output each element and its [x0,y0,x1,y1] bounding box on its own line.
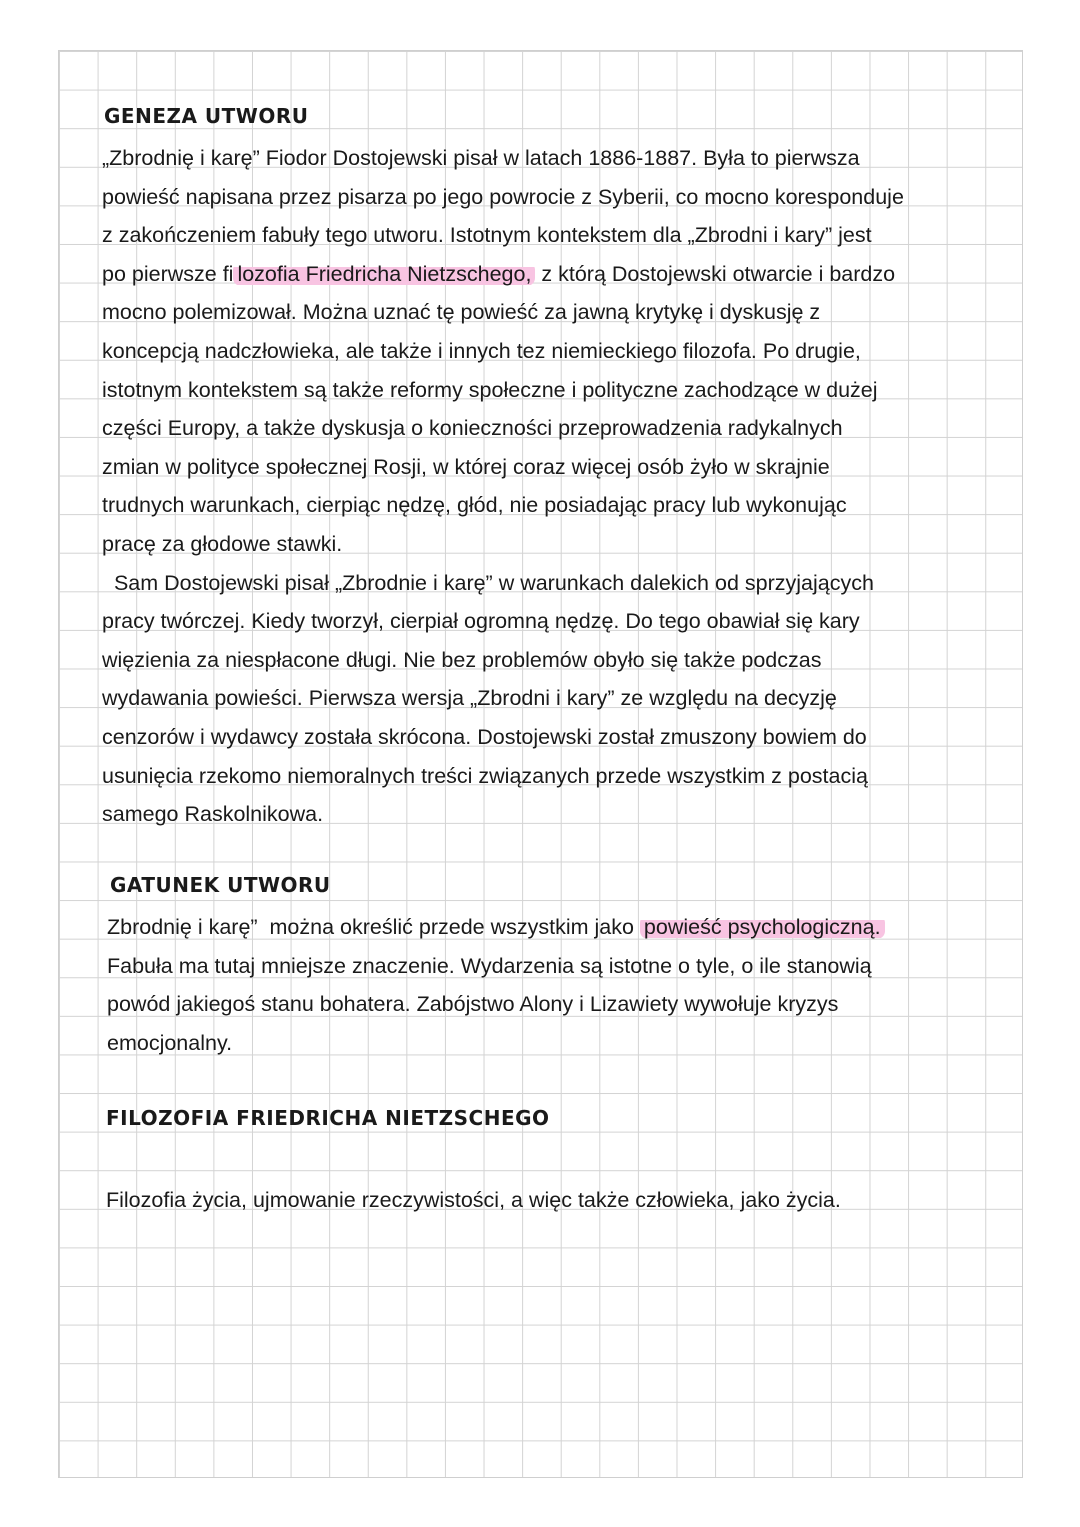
highlight-powiesc-psychologiczna: powieść psychologiczną. [640,915,885,939]
gatunek-line-1-before: Zbrodnię i karę” można określić przede wszystkim jako [107,915,634,939]
gatunek-line-2: Fabuła ma tutaj mniejsze znaczenie. Wydarzenia są istotne o tyle, o ile stanowią [107,953,872,978]
geneza-paragraph [102,139,904,834]
geneza-line-5: mocno polemizował. Można uznać tę powieść za jawną krytykę i dyskusję z [102,300,821,325]
highlight-nietzsche: lozofia Friedricha Nietzschego, [233,262,535,286]
geneza-line-11: pracę za głodowe stawki. [102,531,343,556]
geneza-line-2: powieść napisana przez pisarza po jego powrocie z Syberii, co mocno koresponduje [102,184,904,209]
filozofia-line-1: Filozofia życia, ujmowanie rzeczywistości, a więc także człowieka, jako życia. [106,1188,841,1212]
geneza-line-18: samego Raskolnikowa. [102,802,324,827]
geneza-line-8: części Europy, a także dyskusja o konieczności przeprowadzenia radykalnych [102,416,843,441]
geneza-line-15: wydawania powieści. Pierwsza wersja „Zbrodni i kary” ze względu na decyzję [102,686,837,711]
geneza-line-17: usunięcia rzekomo niemoralnych treści związanych przede wszystkim z postacią [102,763,868,788]
geneza-line-4-before: po pierwsze fi [102,261,234,286]
filozofia-paragraph [106,1181,841,1220]
geneza-line-13: pracy twórczej. Kiedy tworzył, cierpiał ogromną nędzę. Do tego obawiał się kary [102,609,860,634]
geneza-line-10: trudnych warunkach, cierpiąc nędzę, głód, nie posiadając pracy lub wykonując [102,493,847,518]
gatunek-paragraph [107,908,885,1062]
gatunek-line-3: powód jakiegoś stanu bohatera. Zabójstwo Alony i Lizawiety wywołuje kryzys [107,992,839,1017]
heading-filozofia-nietzschego: FILOZOFIA FRIEDRICHA NIETZSCHEGO [106,1105,550,1131]
geneza-line-1: „Zbrodnię i karę” Fiodor Dostojewski pisał w latach 1886-1887. Była to pierwsza [102,146,860,170]
gatunek-line-1 [107,908,885,947]
geneza-line-6: koncepcją nadczłowieka, ale także i innych tez niemieckiego filozofa. Po drugie, [102,338,861,363]
heading-geneza-utworu: GENEZA UTWORU [104,103,309,129]
heading-gatunek-utworu: GATUNEK UTWORU [110,872,331,898]
geneza-line-9: zmian w polityce społecznej Rosji, w której coraz więcej osób żyło w skrajnie [102,454,830,479]
geneza-line-12: Sam Dostojewski pisał „Zbrodnie i karę” w warunkach dalekich od sprzyjających [102,570,874,595]
geneza-line-7: istotnym kontekstem są także reformy społeczne i polityczne zachodzące w dużej [102,377,878,402]
geneza-line-4 [102,255,904,294]
geneza-line-3: z zakończeniem fabuły tego utworu. Istotnym kontekstem dla „Zbrodni i kary” jest [102,223,872,248]
geneza-line-14: więzienia za niespłacone długi. Nie bez problemów obyło się także podczas [102,647,822,672]
gatunek-line-4: emocjonalny. [107,1030,233,1055]
geneza-line-4-after: z którą Dostojewski otwarcie i bardzo [535,261,896,286]
geneza-line-16: cenzorów i wydawcy została skrócona. Dostojewski został zmuszony bowiem do [102,724,867,749]
